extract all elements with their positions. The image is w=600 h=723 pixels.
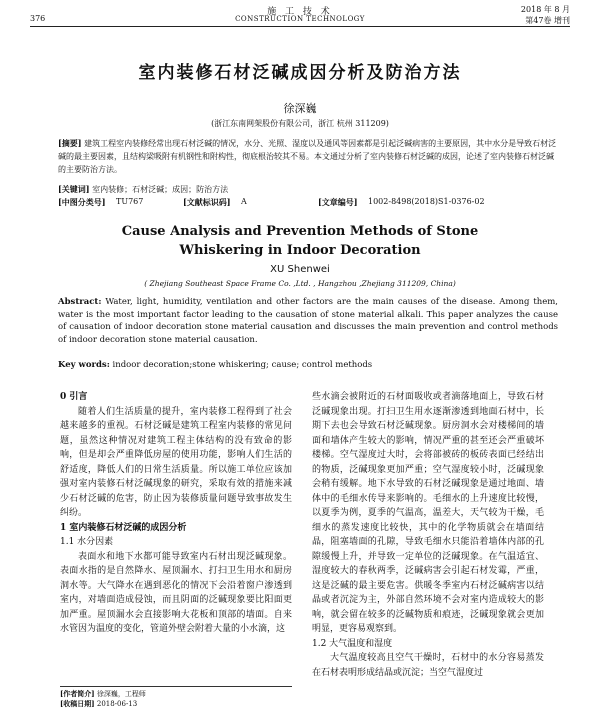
abstract-en: [58, 296, 558, 346]
article-id-value: 1002-8498(2018)S1-0376-02: [368, 197, 485, 206]
title-en-line2: Whiskering in Indoor Decoration: [179, 243, 421, 258]
keywords-cn-text: 室内装修；石材泛碱；成因；防治方法: [92, 185, 229, 194]
section-1-2-paragraph: 大气温度较高且空气干燥时，石材中的水分容易蒸发在石材表明形成结晶或沉淀；当空气湿度过: [312, 653, 544, 678]
abstract-cn: [58, 137, 558, 176]
body-column-left: [60, 390, 292, 637]
doc-code-value: A: [241, 197, 247, 206]
affiliation-en: ( Zhejiang Southeast Space Frame Co. ,Ltd. , Hangzhou ,Zhejiang 311209, China): [144, 279, 456, 288]
issue-date: 2018 年 8 月: [520, 5, 570, 14]
footnote-author-label: [作者简介]: [60, 689, 95, 698]
section-1-2-heading: 1.2 大气温度和湿度: [312, 638, 393, 649]
section-0-paragraph: 随着人们生活质量的提升，室内装修工程得到了社会越来越多的重视。石材泛碱是建筑工程室内装修的常见问题，虽然这种情况对建筑工程主体结构的没有致命的影响，但是却会严重降低房屋的使用功能，影响人们生活的舒适度，降低人们的日常生活质量。所以施工单位应该加强对室内装修石材泛碱现象的研究，采取有效的措施来减少石材泛碱的危害，防止因为装修质量问题导致事故发生纠纷。: [60, 406, 292, 518]
journal-name: 施 工 技 术: [267, 7, 333, 17]
keywords-en-label: Key words:: [58, 360, 110, 370]
issue-volume: 第47卷 增刊: [525, 16, 570, 25]
section-1-1-continued: 些水滴会被附近的石材面吸收或者滴落地面上，导致石材泛碱现象出现。打扫卫生用水逐渐渗透到地面石材中，长期下去也会导致石材泛碱现象。厨房洞水会对楼梯间的墙面和墙体产生较大的影响，情况严重的甚至还会严重破坏楼梯。空气湿度过大时，会将部被砖的板砖表面已经结出的物质，泛碱现象更加严重；空气湿度较小时，泛碱现象会稍有缓解。地下水导致的石材泛碱现象是通过地面、墙体中的毛细水传导来影响的。毛细水的上升速度比较慢，以夏季为例，夏季的气温高，温差大，天气较为干燥，毛细水的蒸发速度比较快，其中的化学物质就会在墙面结晶，阻塞墙面的孔隙，导致毛细水只能沿着墙体内部的孔隙缓慢上升，并导致一定单位的泛碱现象。在气温适宜、湿度较大的春秋两季，泛碱病害会引起石材发霉，严重，这是泛碱的最主要危害。供暖冬季室内石材泛碱病害以结晶或者沉淀为主，外部自然环境不会对室内造成较大的影响，就会留在较多的泛碱物质和痕迹，泛碱现象就会更加明显，更容易观察到。: [312, 392, 544, 634]
page-number: 376: [30, 14, 46, 23]
doc-code-label: [文献标识码]: [183, 197, 231, 207]
clc-label: [中图分类号]: [58, 197, 106, 207]
author-cn: 徐深巍: [283, 102, 317, 115]
section-1-1-paragraph: 表面水和地下水都可能导致室内石材出现泛碱现象。表面水指的是自然降水、屋顶漏水、打扫卫生用水和厨房洞水等。大气降水在遇到恶化的情况下会沿着窗户渗透到室内，对墙面造成侵蚀，而且阴面的泛碱现象要比阳面更加严重。屋顶漏水会直接影响大花板和顶部的墙面。自来水管因为温度的变化，管道外壁会附着大量的小水滴，这: [60, 551, 292, 634]
footnote-author: [60, 689, 292, 699]
footnote-date: [60, 699, 292, 709]
keywords-en: [58, 360, 558, 370]
footnote-author-text: 徐深巍，工程师: [96, 690, 146, 698]
keywords-en-text: indoor decoration;stone whiskering; cause; control methods: [112, 360, 373, 370]
footnote-date-label: [收稿日期]: [60, 699, 95, 708]
keywords-cn: [58, 184, 558, 195]
title-en-line1: Cause Analysis and Prevention Methods of Stone: [121, 224, 479, 239]
abstract-cn-text: 建筑工程室内装修经常出现石材泛碱的情况，水分、光照、湿度以及通风等因素都是引起泛碱病害的主要原因，其中水分是导致石材泛碱的最主要因素，且结构梁吸附有机钢性和附构性，彻底根治较其不易。本文通过分析了室内装修石材泛碱的成因，论述了室内装修石材泛碱的主要防治方法。: [58, 139, 557, 174]
running-header: [0, 0, 600, 30]
author-en: XU Shenwei: [270, 264, 330, 275]
section-1-1-heading: 1.1 水分因素: [60, 537, 114, 547]
abstract-en-label: Abstract:: [58, 297, 102, 307]
footnote-date-text: 2018-06-13: [96, 700, 138, 708]
section-1-heading: 1 室内装修石材泛碱的成因分析: [60, 522, 187, 533]
footnote: [60, 686, 292, 709]
affiliation-cn: (浙江东南网架股份有限公司，浙江 杭州 311209): [211, 119, 389, 128]
keywords-cn-label: [关键词]: [58, 184, 90, 194]
abstract-cn-label: [摘要]: [58, 138, 82, 148]
abstract-en-text: Water, light, humidity, ventilation and other factors are the main causes of the disease. Among them, water is the most important factor leading to the causation of stone material alkali. This paper analyzes the cause of causation of indoor decoration stone material causation and discusses the main prevention and control methods of indoor decoration stone material causation.: [58, 297, 559, 345]
title-en: [0, 222, 600, 260]
title-cn: 室内装修石材泛碱成因分析及防治方法: [138, 63, 462, 83]
header-rule: [30, 26, 570, 27]
article-id-label: [文章编号]: [318, 197, 358, 207]
section-0-heading: 0 引言: [60, 392, 88, 402]
body-column-right: [312, 390, 544, 680]
clc-value: TU767: [116, 197, 144, 206]
journal-name-en: CONSTRUCTION TECHNOLOGY: [235, 15, 365, 23]
